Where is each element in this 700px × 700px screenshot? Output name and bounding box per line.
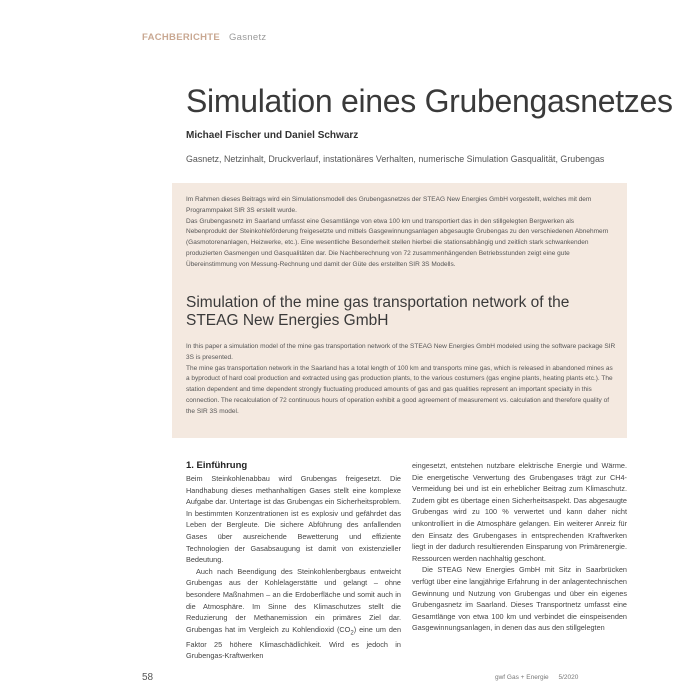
article-title: Simulation eines Grubengasnetzes	[186, 83, 673, 119]
abstract-english-p2: The mine gas transportation network in the Saarland has a total length of 100 km and transports mine gas, which is released in abandoned mines as a byproduct of hard coal production and extracted using gas production plants, to the various costumers (gas engine plants, heating plants etc.). The station dependent and time dependent strongly fluctuating produced amounts of gas and gas qualities represent an important specialty in this connection. The recalculation of 72 continuous hours of operation exhibit a good agreement of measurement vs. calculation and therefore quality of the SIR 3S model.	[186, 364, 613, 415]
body-paragraph: eingesetzt, entstehen nutzbare elektrische Energie und Wärme. Die energetische Verwertung des Grubengases trägt zur CH4-Vermeidung bei und ist ein erheblicher Beitrag zum Klimaschutz. Zudem gibt es übertage einen Sicherheitsaspekt. Das abgesaugte Grubengas wird zu 100 % verwertet und kann daher nicht unkontrolliert in die Atmosphäre gelangen. Ein weiterer Anreiz für den Einsatz des Grubengases in entsprechenden Kraftwerken liegt in der dadurch resultierenden Einsparung von Primärenergie. Ressourcen werden nachhaltig geschont.	[412, 461, 627, 563]
journal-name: gwf Gas + Energie	[495, 674, 549, 681]
abstract-german	[186, 195, 616, 271]
body-column-left	[186, 460, 401, 662]
page-number: 58	[142, 672, 154, 683]
section-heading: 1. Einführung	[186, 460, 248, 471]
section-subcategory: Gasnetz	[228, 32, 267, 43]
subscript: 2	[350, 629, 354, 637]
article-authors: Michael Fischer und Daniel Schwarz	[186, 130, 359, 141]
abstract-german-p2: Das Grubengasnetz im Saarland umfasst eine Gesamtlänge von etwa 100 km und transportiert das in den stillgelegten Bergwerken als Nebenprodukt der Steinkohleförderung freigesetzte und mittels Gasgewinnungsanlagen abgesaugte Grubengas zu den verschiedenen Abnehmern (Gasmotorenanlagen, Heizwerke, etc.). Eine wesentliche Besonderheit stellen hierbei die stationsabhängig und zeitlich stark schwankenden produzierten Gasmengen und Gasqualitäten dar. Die Nachberechnung von 72 zusammenhängenden Betriebsstunden zeigt eine gute Übereinstimmung von Messung-Rechnung und damit der Güte des erstellten SIR 3S Modells.	[186, 217, 609, 268]
abstract-german-p1: Im Rahmen dieses Beitrags wird ein Simulationsmodell des Grubengasnetzes der STEAG New Energies GmbH vorgestellt, welches mit dem Programmpaket SIR 3S erstellt wurde.	[186, 196, 592, 214]
abstract-english-p1: In this paper a simulation model of the mine gas transportation network of the STEAG New Energies GmbH modeled using the software package SIR 3S is presented.	[186, 343, 616, 361]
journal-footer	[495, 674, 578, 681]
english-title: Simulation of the mine gas transportation network of the STEAG New Energies GmbH	[186, 294, 570, 329]
body-paragraph: Die STEAG New Energies GmbH mit Sitz in Saarbrücken verfügt über eine langjährige Erfahrung in der anlagentechnischen Gewinnung und Nutzung von Grubengas und über ein eigenes Grubengasnetz im Saarland. Dieses Transportnetz umfasst eine Gesamtlänge von etwa 100 km und verbindet die einspeisenden Gasgewinnungsanlagen, in denen das aus den stillgelegten	[412, 565, 627, 633]
article-keywords: Gasnetz, Netzinhalt, Druckverlauf, instationäres Verhalten, numerische Simulation Gasqualität, Grubengas	[186, 154, 605, 164]
body-paragraph	[186, 566, 401, 662]
journal-issue: 5/2020	[558, 674, 579, 681]
body-text: Auch nach Beendigung des Steinkohlenbergbaus entweicht Grubengas aus der Kohlelagerstätte und gelangt – ohne besondere Maßnahmen – an die Erdoberfläche und somit auch in die Atmosphäre. Im Sinne des Klimaschutzes stellt die Reduzierung der Methanemission ein primäres Ziel dar. Grubengas hat im Vergleich zu Kohlendioxid (CO	[186, 566, 401, 634]
running-header	[142, 32, 266, 43]
section-category: FACHBERICHTE	[142, 32, 221, 43]
body-paragraph: Beim Steinkohlenabbau wird Grubengas freigesetzt. Die Handhabung dieses methanhaltigen Gases stellt eine komplexe Aufgabe dar. Untertage ist das Grubengas ein Sicherheitsproblem. In bestimmten Konzentrationen ist es explosiv und gefährdet das Leben der Bergleute. Die sichere Abführung des anfallenden Gases über ausreichende Bewetterung und effiziente Technologien der Gasabsaugung ist damit von existenzieller Bedeutung.	[186, 474, 401, 565]
abstract-english	[186, 342, 616, 418]
body-column-right	[412, 460, 627, 634]
body-text: ) eine um den Faktor 25 höhere Klimaschädlichkeit. Wird es jedoch in Grubengas-Kraftwerken	[186, 624, 401, 661]
